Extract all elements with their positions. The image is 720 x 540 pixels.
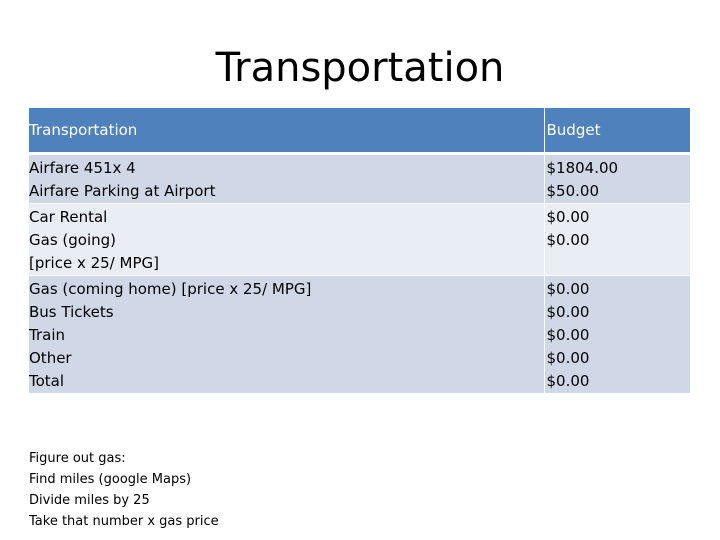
row-value: $0.00 <box>546 303 590 321</box>
note-line: Figure out gas: <box>29 451 126 466</box>
row-value: $0.00 <box>546 349 590 367</box>
row-label: Total <box>29 372 65 390</box>
row-value: $0.00 <box>546 280 590 298</box>
column-header-transportation: Transportation <box>29 108 544 154</box>
row-label: Train <box>29 326 65 344</box>
page-title: Transportation <box>215 45 505 91</box>
table-row <box>29 276 690 394</box>
column-header-budget: Budget <box>544 108 690 154</box>
row-label: [price x 25/ MPG] <box>29 254 159 272</box>
table-header-row <box>29 108 690 154</box>
table-row <box>29 154 690 204</box>
row-label: Bus Tickets <box>29 303 114 321</box>
row-value: $0.00 <box>546 231 590 249</box>
row-value-cell <box>544 154 690 204</box>
row-label: Airfare 451x 4 <box>29 159 136 177</box>
row-label-cell <box>29 154 544 204</box>
row-value: $0.00 <box>546 326 590 344</box>
row-label: Gas (going) <box>29 231 116 249</box>
row-value: $0.00 <box>546 208 590 226</box>
gas-notes <box>29 448 219 532</box>
note-line: Find miles (google Maps) <box>29 472 192 487</box>
row-label: Car Rental <box>29 208 108 226</box>
row-value: $0.00 <box>546 372 590 390</box>
row-value-cell <box>544 276 690 394</box>
row-value: $50.00 <box>546 182 599 200</box>
row-value-cell <box>544 204 690 276</box>
note-line: Take that number x gas price <box>29 514 219 529</box>
budget-table <box>29 108 690 394</box>
row-label: Other <box>29 349 72 367</box>
row-label: Gas (coming home) [price x 25/ MPG] <box>29 280 312 298</box>
row-label-cell <box>29 276 544 394</box>
note-line: Divide miles by 25 <box>29 493 150 508</box>
table-row <box>29 204 690 276</box>
row-label: Airfare Parking at Airport <box>29 182 216 200</box>
row-label-cell <box>29 204 544 276</box>
row-value: $1804.00 <box>546 159 619 177</box>
